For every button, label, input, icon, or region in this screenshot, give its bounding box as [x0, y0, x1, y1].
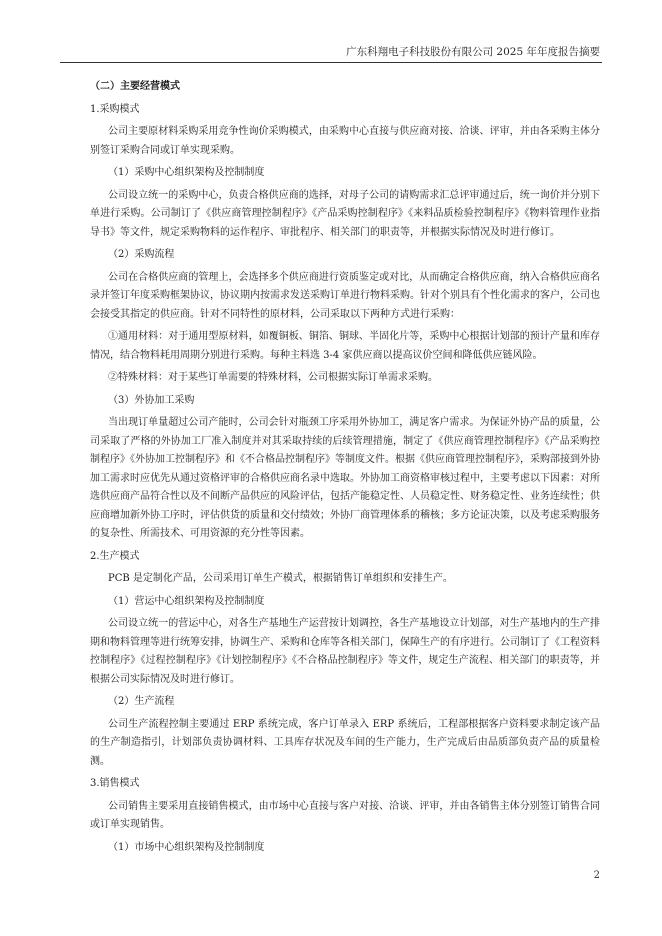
- header-divider: [60, 62, 602, 63]
- item-heading-operations-center: （1）营运中心组织架构及控制制度: [108, 595, 265, 607]
- item-heading-marketing-center: （1）市场中心组织架构及控制制度: [108, 841, 265, 853]
- paragraph-special-materials: ②特殊材料：对于某些订单需要的特殊材料，公司根据实际订单需求采购。: [108, 372, 438, 383]
- item-heading-outsourcing: （3）外协加工采购: [108, 394, 195, 406]
- page-body: [90, 78, 600, 857]
- item-heading-production-process: （2）生产流程: [108, 696, 175, 707]
- page-header: 广东科翔电子科技股份有限公司 2025 年年度报告摘要: [346, 46, 600, 58]
- page-number: 2: [593, 870, 600, 881]
- paragraph-production-process: 公司生产流程控制主要通过 ERP 系统完成，客户订单录入 ERP 系统后，工程部根据客户资料要求制定该产品的生产制造指引，计划部负责协调材料、工具库存状况及车间的生产能力，生产完成后由品质部负责产品的质量检测。: [90, 718, 600, 767]
- subsection-heading-sales: 3.销售模式: [90, 778, 140, 789]
- paragraph-outsourcing: 当出现订单量超过公司产能时，公司会针对瓶颈工序采用外协加工，满足客户需求。为保证外协产品的质量，公司采取了严格的外协加工厂准入制度并对其采取持续的后续管理措施，制定了《供应商管理控制程序》《产品采购控制程序》《外协加工控制程序》和《不合格品控制程序》等制度文件。根据《供应商管理控制程序》，采购部接到外协加工需求时应优先从通过资格评审的合格供应商名录中选取。外协加工商资格审核过程中，主要考虑以下因素：对所选供应商产品符合性以及不间断产品供应的风险评估，包括产能稳定性、人员稳定性、财务稳定性、业务连续性；供应商增加新外协工序时，评估供货的质量和交付绩效；外协厂商管理体系的稽核；多方论证决策，以及考虑采购服务的复杂性、所需技术、可用资源的充分性等因素。: [90, 417, 600, 539]
- item-heading-procurement-center: （1）采购中心组织架构及控制制度: [108, 167, 265, 178]
- paragraph-general-materials: ①通用材料：对于通用型原材料，如覆铜板、铜箔、铜球、半固化片等，采购中心根据计划部的预计产量和库存情况，结合物料耗用周期分别进行采购。每种主料选 3-4 家供应商以提高议价空间和降低供应链风险。: [90, 331, 600, 361]
- paragraph-production-overview: PCB 是定制化产品，公司采用订单生产模式，根据销售订单组织和安排生产。: [108, 573, 453, 584]
- paragraph-sales-overview: 公司销售主要采用直接销售模式，由市场中心直接与客户对接、洽谈、评审，并由各销售主体分别签订销售合同或订单实现销售。: [90, 800, 600, 830]
- paragraph-procurement-overview: 公司主要原材料采购采用竞争性询价采购模式，由采购中心直接与供应商对接、洽谈、评审，并由各采购主体分别签订采购合同或订单实现采购。: [90, 126, 600, 156]
- item-heading-procurement-process: （2）采购流程: [108, 249, 175, 260]
- paragraph-operations-center: 公司设立统一的营运中心，对各生产基地生产运营按计划调控，各生产基地设立计划部，对生产基地内的生产排期和物料管理等进行统筹安排，协调生产、采购和仓库等各相关部门，保障生产的有序进行。公司制订了《工程资料控制程序》《过程控制程序》《计划控制程序》《不合格品控制程序》等文件，规定生产流程、相关部门的职责等，并根据公司实际情况及时进行修订。: [90, 618, 600, 685]
- paragraph-procurement-center: 公司设立统一的采购中心，负责合格供应商的选择，对母子公司的请购需求汇总评审通过后，统一询价并分别下单进行采购。公司制订了《供应商管理控制程序》《产品采购控制程序》《来料品质检验控制程序》《物料管理作业指导书》等文件，规定采购物料的运作程序、审批程序、相关部门的职责等，并根据实际情况及时进行修订。: [90, 189, 600, 238]
- section-title: （二）主要经营模式: [90, 81, 180, 92]
- paragraph-procurement-process: 公司在合格供应商的管理上，会选择多个供应商进行资质鉴定或对比，从而确定合格供应商，纳入合格供应商名录并签订年度采购框架协议，协议期内按需求发送采购订单进行物料采购。针对个别具有个性化需求的客户，公司也会接受其指定的供应商。针对不同特性的原材料，公司采取以下两种方式进行采购：: [90, 271, 600, 320]
- subsection-heading-procurement: 1.采购模式: [90, 103, 140, 115]
- subsection-heading-production: 2.生产模式: [90, 550, 140, 562]
